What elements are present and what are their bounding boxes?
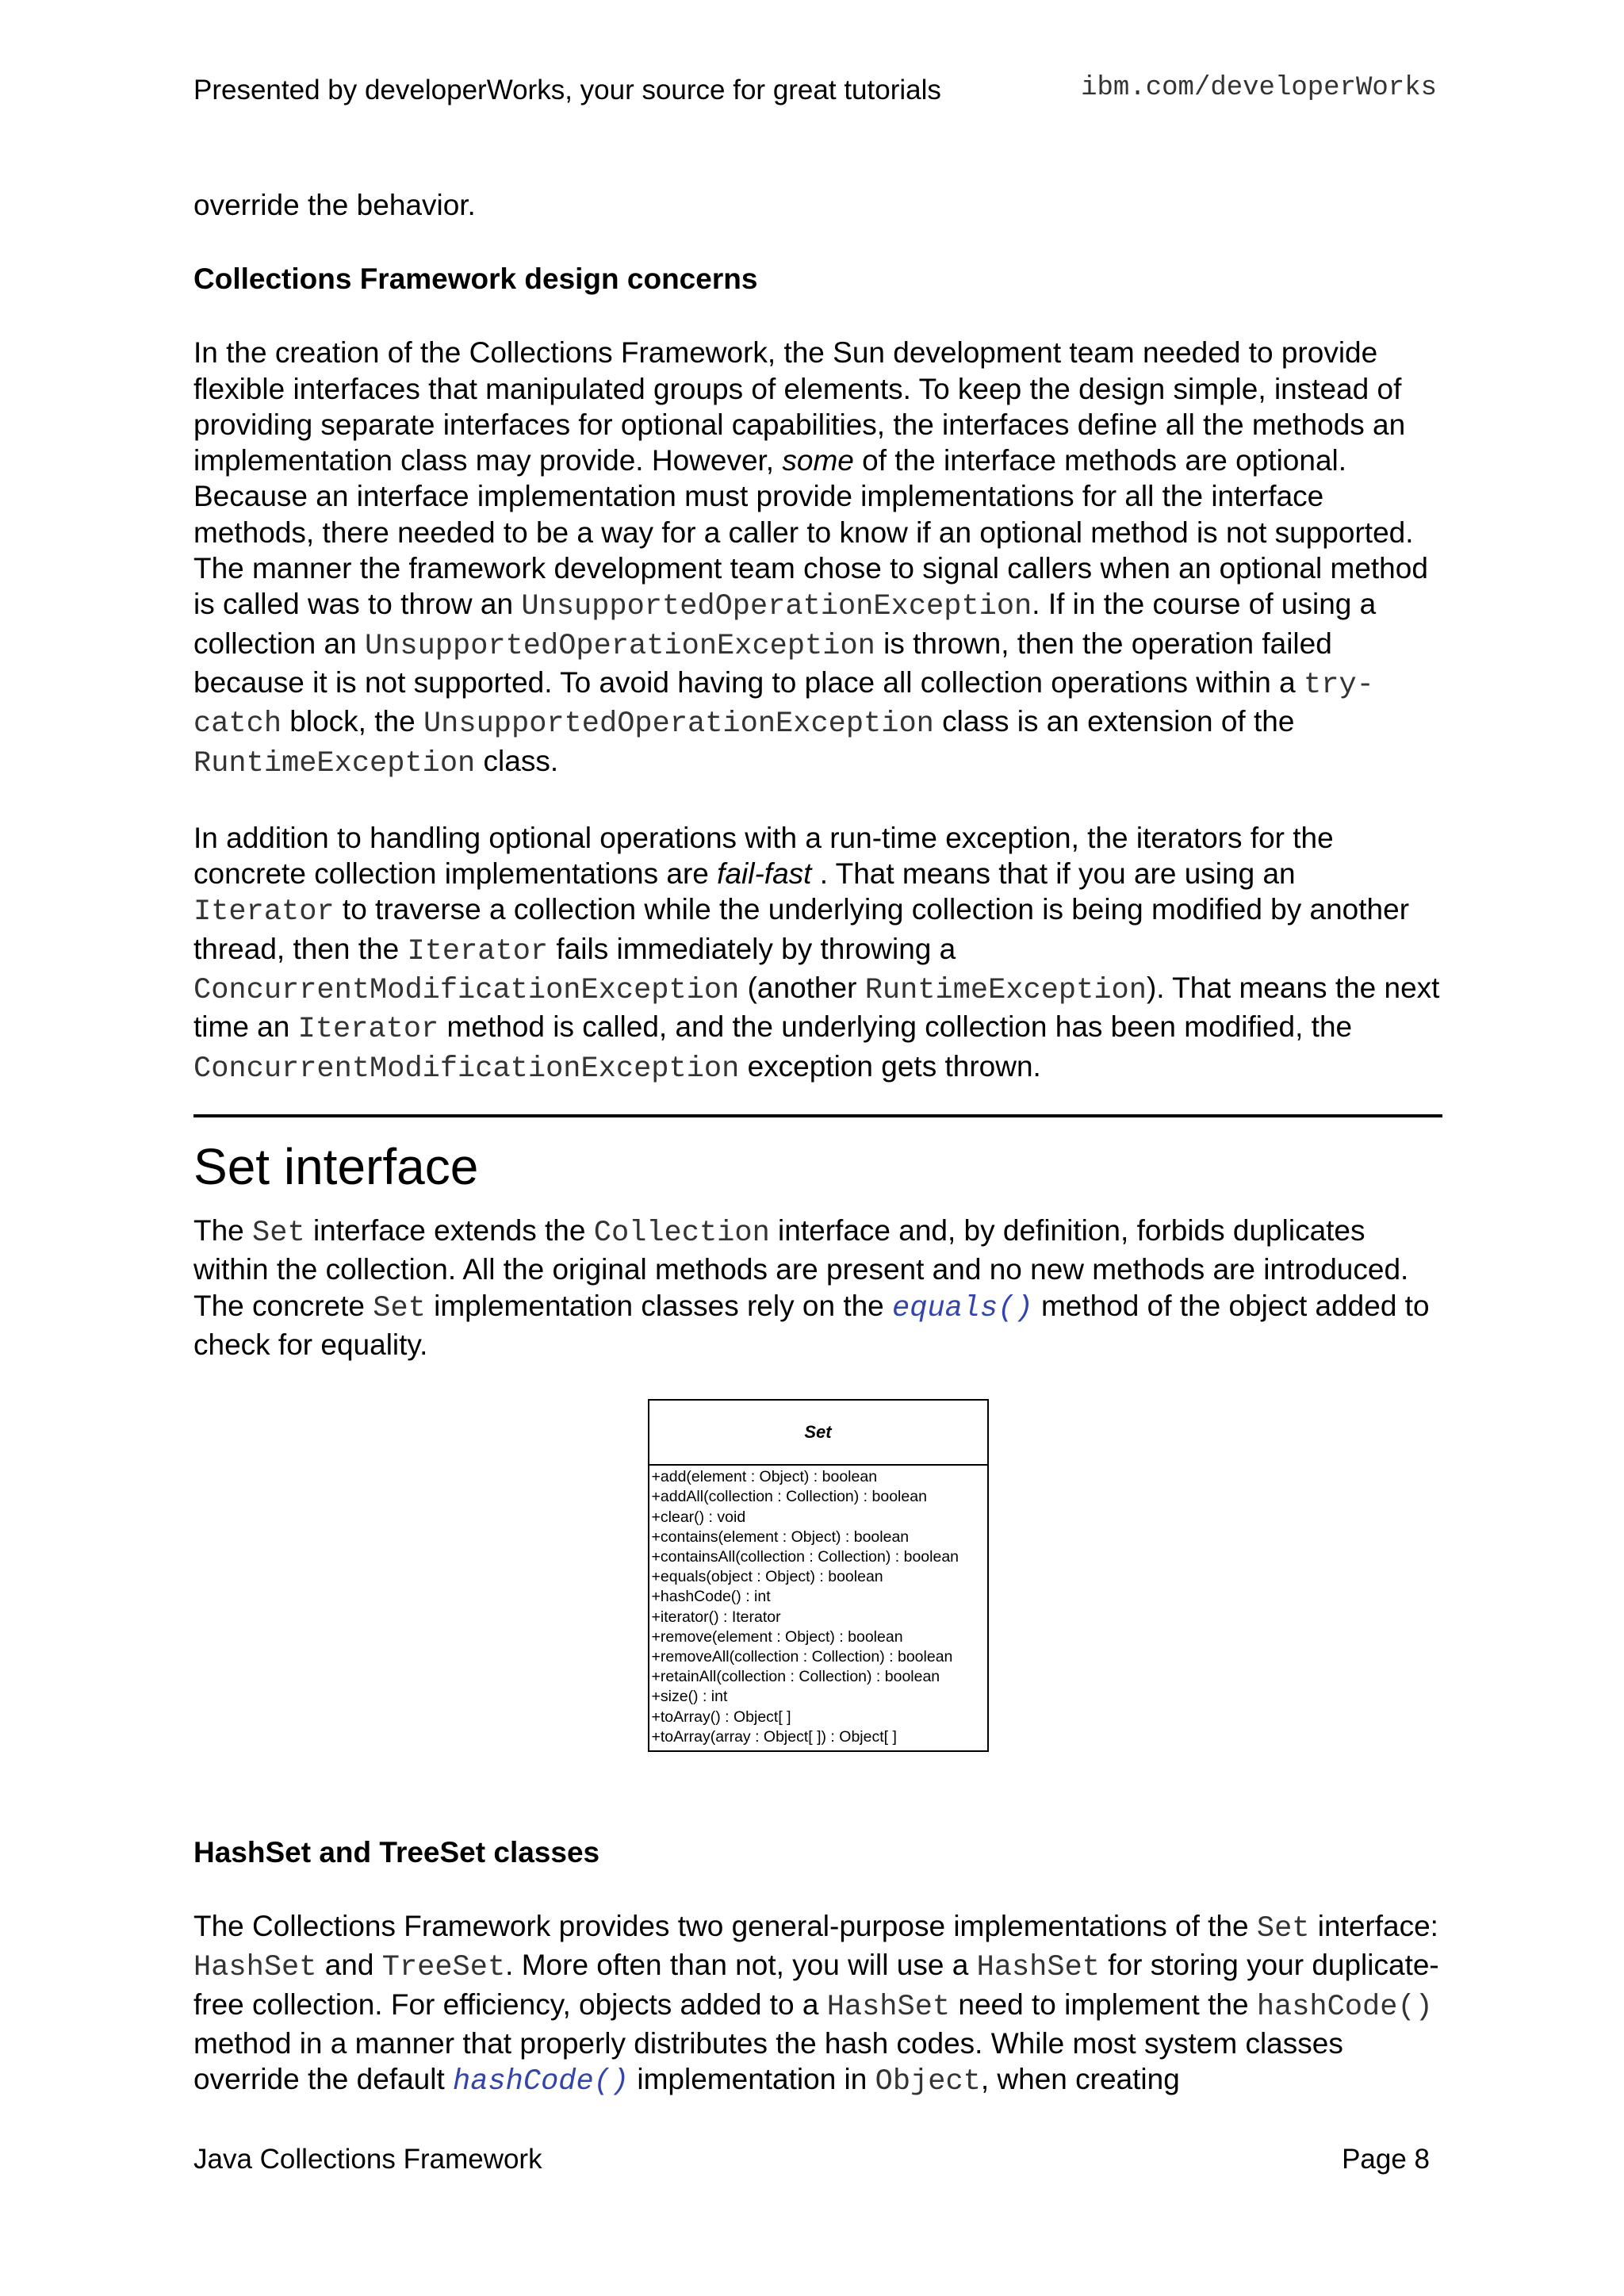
uml-operation: +clear() : void [651, 1508, 746, 1526]
design-concerns-paragraph: In the creation of the Collections Framework, the Sun development team needed to provide flexible interfaces that manipulated groups of elements. To keep the design simple, instead of providing separate interfaces for optional capabilities, the interfaces define all the methods an implementation class may provide. However, some of the interface methods are optional. Because an interface implementation must provide implementations for all the interface methods, there needed to be a way for a caller to know if an optional method is not supported. The manner the framework development team chose to signal callers when an optional method is called was to throw an UnsupportedOperationException. If in the course of using a collection an UnsupportedOperationException is thrown, then the operation failed because it is not supported. To avoid having to place all collection operations within a try-catch block, the UnsupportedOperationException class is an extension of the RuntimeException class. [193, 336, 1428, 780]
set-uml-diagram [648, 1399, 989, 1752]
uml-class-name: Set [649, 1401, 987, 1466]
uml-operation: +toArray() : Object[ ] [651, 1708, 791, 1726]
hashcode-link[interactable]: hashCode() [453, 2065, 630, 2099]
uml-operation: +toArray(array : Object[ ]) : Object[ ] [651, 1727, 897, 1746]
uml-operation: +hashCode() : int [651, 1588, 771, 1606]
header-title: Presented by developerWorks, your source for great tutorials [193, 75, 941, 105]
main-content [193, 187, 1442, 2100]
section-divider [193, 1114, 1442, 1117]
footer-title: Java Collections Framework [193, 2144, 542, 2175]
uml-operation: +size() : int [651, 1688, 728, 1706]
fail-fast-paragraph: In addition to handling optional operations with a run-time exception, the iterators for the concrete collection implementations are fail-fast . That means that if you are using an Iterator to traverse a collection while the underlying collection is being modified by another thread, then the Iterator fails immediately by throwing a ConcurrentModificationException (another RuntimeException). That means the next time an Iterator method is called, and the underlying collection has been modified, the ConcurrentModificationException exception gets thrown. [193, 821, 1440, 1086]
uml-operation: +remove(element : Object) : boolean [651, 1627, 903, 1646]
uml-operation: +removeAll(collection : Collection) : boolean [651, 1647, 953, 1665]
page-number: Page 8 [1342, 2144, 1430, 2175]
set-interface-title: Set interface [193, 1137, 479, 1195]
uml-operation: +iterator() : Iterator [651, 1608, 781, 1626]
design-concerns-heading: Collections Framework design concerns [193, 263, 758, 296]
uml-operation: +containsAll(collection : Collection) : boolean [651, 1547, 959, 1566]
uml-operation: +contains(element : Object) : boolean [651, 1527, 910, 1546]
hashset-treeset-heading: HashSet and TreeSet classes [193, 1835, 600, 1869]
uml-operation: +retainAll(collection : Collection) : boolean [651, 1668, 940, 1686]
equals-link[interactable]: equals() [892, 1291, 1033, 1325]
intro-paragraph: override the behavior. [193, 189, 476, 221]
uml-operation: +add(element : Object) : boolean [651, 1468, 878, 1486]
uml-operations [649, 1466, 987, 1750]
uml-operation: +equals(object : Object) : boolean [651, 1568, 883, 1586]
uml-operation: +addAll(collection : Collection) : boolean [651, 1488, 927, 1506]
header-site: ibm.com/developerWorks [1081, 73, 1437, 103]
set-interface-paragraph: The Set interface extends the Collection interface and, by definition, forbids duplicates within the collection. All the original methods are present and no new methods are introduced. The concrete Set implementation classes rely on the equals() method of the object added to check for equality. [193, 1213, 1430, 1361]
uml-diagram-container [193, 1399, 1442, 1752]
hashset-paragraph: The Collections Framework provides two general-purpose implementations of the Set interface: HashSet and TreeSet. More often than not, you will use a HashSet for storing your duplicate-free collection. For efficiency, objects added to a HashSet need to implement the hashCode() method in a manner that properly distributes the hash codes. While most system classes override the default hashCode() implementation in Object, when creating [193, 1909, 1439, 2099]
